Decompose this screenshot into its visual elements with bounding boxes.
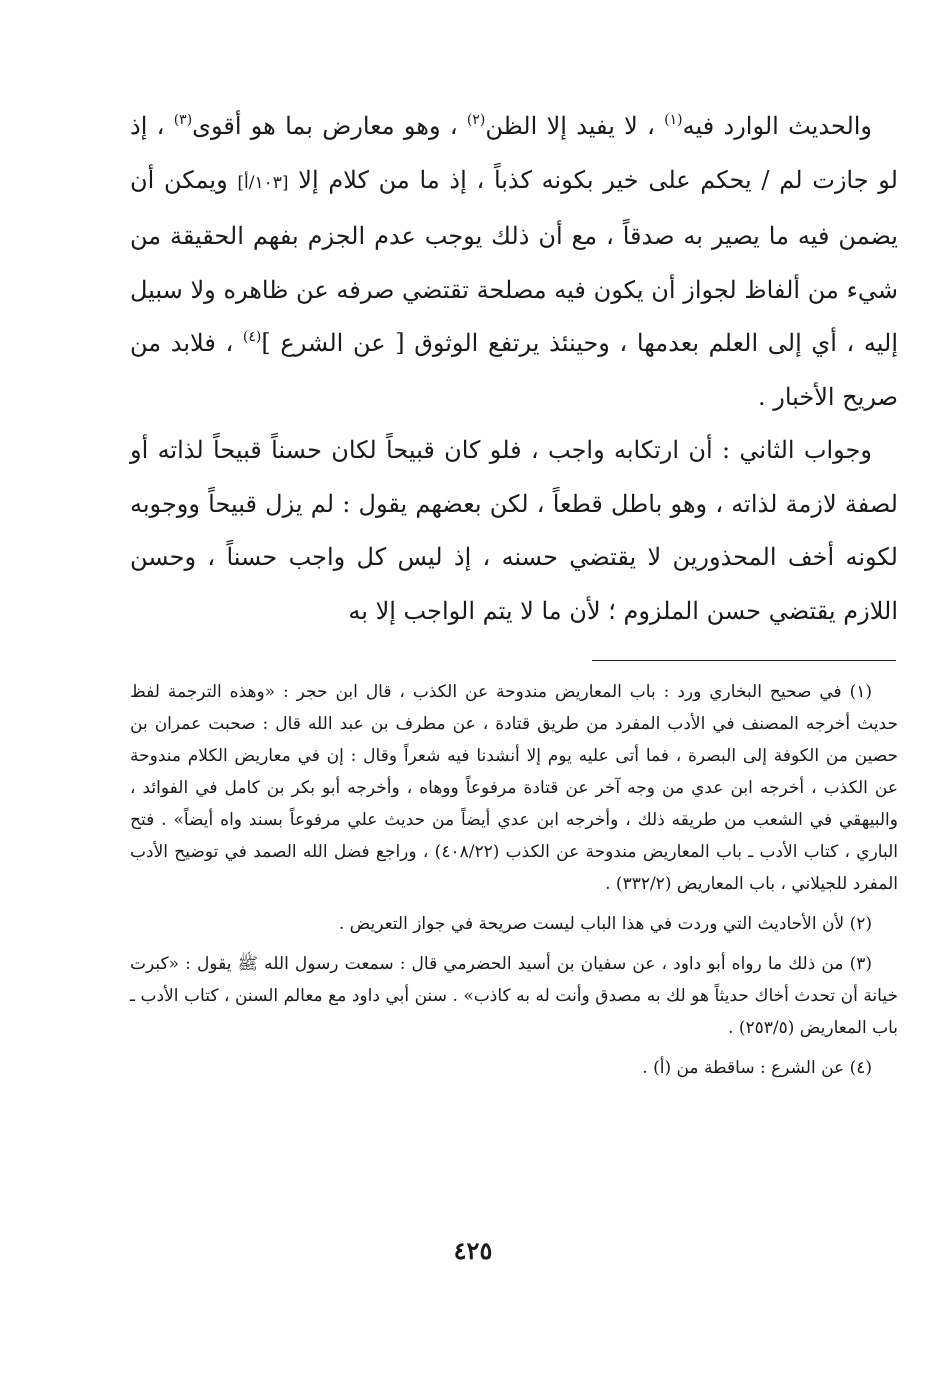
footnote-marker-3: (٣) [173,112,193,128]
footnote-1: (١) في صحيح البخاري ورد : باب المعاريض مندوحة عن الكذب ، قال ابن حجر : «وهذه الترجمة لفظ حديث أخرجه المصنف في الأدب المفرد من طريق قتادة ، عن مطرف بن عبد الله قال : صحبت عمران بن حصين من الكوفة إلى البصرة ، فما أتى عليه يوم إلا أنشدنا فيه شعراً وقال : إن في معاريض الكلام مندوحة عن الكذب ، أخرجه ابن عدي من وجه آخر عن قتادة مرفوعاً ووهاه ، وأخرجه أبو بكر بن كامل في الفوائد ، والبيهقي في الشعب من طريقه ذلك ، وأخرجه ابن عدي أيضاً من حديث علي مرفوعاً بسند واه أيضاً» . فتح الباري ، كتاب الأدب ـ باب المعاريض مندوحة عن الكذب (٤٠٨/٢٢) ، وراجع فضل الله الصمد في توضيح الأدب المفرد للجيلاني ، باب المعاريض (٣٣٢/٢) . [130,682,898,894]
footnote-3: (٣) من ذلك ما رواه أبو داود ، عن سفيان بن أسيد الحضرمي قال : سمعت رسول الله ﷺ يقول : «كبرت خيانة أن تحدث أخاك حديثاً هو لك به مصدق وأنت له به كاذب» . سنن أبي داود مع معالم السنن ، كتاب الأدب ـ باب المعاريض (٢٥٣/٥) . [130,954,898,1038]
footnote-marker-2: (٢) [466,112,486,128]
paragraph-1 [130,100,898,424]
footnote-2: (٢) لأن الأحاديث التي وردت في هذا الباب ليست صريحة في جواز التعريض . [338,914,872,934]
footnotes [130,676,898,1084]
text-run: والحديث الوارد فيه [682,112,873,140]
text-run: ، وهو معارض بما هو أقوى [192,112,467,140]
main-text [130,100,898,638]
text-run: ، إذ لو جازت لم / يحكم على خير بكونه كذباً ، إذ ما من كلام إلا [130,112,898,194]
text-run: ، لا يفيد إلا الظن [485,112,665,140]
footnote-marker-1: (١) [664,112,683,128]
footnote-separator [592,660,896,661]
footnote-4: (٤) عن الشرع : ساقطة من (أ) . [642,1058,872,1078]
page-number: ٤٢٥ [453,1236,493,1265]
text-run: ، فلابد من صريح الأخبار . [130,329,898,411]
text-run: ويمكن أن يضمن فيه ما يصير به صدقاً ، مع أن ذلك يوجب عدم الجزم بفهم الحقيقة من شيء من ألفاظ لجواز أن يكون فيه مصلحة تقتضي صرفه عن ظاهره ولا سبيل إليه ، أي إلى العلم بعدمها ، وحينئذ يرتفع الوثوق [ عن الشرع ] [130,165,898,357]
paragraph-2: وجواب الثاني : أن ارتكابه واجب ، فلو كان قبيحاً لكان حسناً قبيحاً لذاته أو لصفة لازمة لذاته ، وهو باطل قطعاً ، لكن بعضهم يقول : لم يزل قبيحاً ووجوبه لكونه أخف المحذورين لا يقتضي حسنه ، إذ ليس كل واجب حسناً ، وحسن اللازم يقتضي حسن الملزوم ؛ لأن ما لا يتم الواجب إلا به [130,436,898,625]
footnote-marker-4: (٤) [242,329,262,345]
manuscript-page-ref: [١٠٣/أ] [237,172,289,193]
